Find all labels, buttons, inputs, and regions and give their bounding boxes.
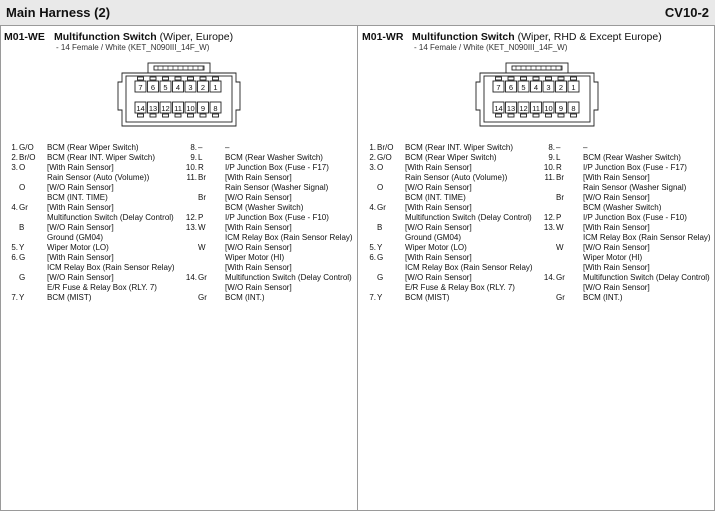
pin-row: [358, 233, 715, 243]
connector-latch: [506, 63, 568, 73]
pin-number: 6: [508, 82, 514, 92]
connector-code: M01-WR: [362, 31, 404, 43]
pin-index: 7.: [369, 293, 376, 302]
pin-number: 13: [148, 103, 158, 113]
pin-description: Ground (GM04): [47, 233, 104, 242]
wire-color: R: [556, 163, 562, 172]
pin-index: 11.: [544, 173, 555, 182]
connector-latch-slot: [512, 66, 562, 70]
wire-color: –: [556, 143, 561, 152]
pin-description: [W/O Rain Sensor]: [47, 223, 114, 232]
pin-index: 14.: [543, 273, 555, 282]
pin-description: Multifunction Switch (Delay Control): [47, 213, 174, 222]
pin-number: 14: [494, 103, 503, 113]
wire-color: G: [19, 253, 26, 262]
pin-description: –: [225, 143, 230, 152]
pin-index: 4.: [369, 203, 376, 212]
pin-index: 2.: [369, 153, 376, 162]
pin-row: [0, 233, 357, 243]
pin-index: 13.: [543, 223, 555, 232]
pin-index: 14.: [185, 273, 197, 282]
pin-description: Rain Sensor (Auto (Volume)): [47, 173, 150, 182]
pin-description: [With Rain Sensor]: [47, 203, 114, 212]
pin-row: [0, 183, 357, 193]
pin-row: [358, 153, 715, 163]
pin-row: [0, 273, 357, 283]
pin-index: 4.: [11, 203, 18, 212]
wire-color: O: [19, 183, 26, 192]
wire-color: Br: [198, 173, 206, 182]
pin-description: BCM (Rear INT. Wiper Switch): [405, 143, 514, 152]
pin-description: I/P Junction Box (Fuse - F10): [225, 213, 329, 222]
pin-description: Rain Sensor (Washer Signal): [225, 183, 329, 192]
pin-number: 3: [546, 82, 551, 92]
pin-key: [200, 114, 206, 117]
pin-row: [358, 193, 715, 203]
pin-row: [358, 283, 715, 293]
pin-description: Multifunction Switch (Delay Control): [583, 273, 710, 282]
pin-number: 7: [138, 82, 143, 92]
pin-description: I/P Junction Box (Fuse - F17): [583, 163, 687, 172]
pin-description: ICM Relay Box (Rain Sensor Relay): [583, 233, 711, 242]
pin-description: [With Rain Sensor]: [583, 223, 650, 232]
pin-description: [With Rain Sensor]: [583, 263, 650, 272]
pin-description: BCM (Rear INT. Wiper Switch): [47, 153, 156, 162]
wire-color: O: [377, 183, 384, 192]
wire-color: Y: [377, 243, 383, 252]
connector-title: [412, 31, 662, 43]
pin-description: Wiper Motor (HI): [225, 253, 285, 262]
pin-number: 4: [175, 82, 181, 92]
pin-description: I/P Junction Box (Fuse - F10): [583, 213, 687, 222]
pin-index: 1.: [11, 143, 18, 152]
pin-description: [W/O Rain Sensor]: [583, 193, 650, 202]
pin-number: 8: [213, 103, 218, 113]
pin-key: [213, 114, 219, 117]
pin-number: 1: [213, 82, 218, 92]
wire-color: Gr: [198, 293, 207, 302]
pin-description: [With Rain Sensor]: [47, 253, 114, 262]
pin-key: [175, 77, 181, 80]
pin-index: 8.: [548, 143, 555, 152]
pin-index: 9.: [190, 153, 197, 162]
pin-index: 2.: [11, 153, 18, 162]
pin-key: [150, 77, 156, 80]
pin-description: ICM Relay Box (Rain Sensor Relay): [225, 233, 353, 242]
pin-row: [0, 243, 357, 253]
pin-index: 3.: [369, 163, 376, 172]
page-code: CV10-2: [664, 5, 709, 20]
pin-number: 11: [532, 103, 540, 113]
wire-color: B: [377, 223, 383, 232]
pin-key: [521, 77, 527, 80]
pin-description: [W/O Rain Sensor]: [583, 243, 650, 252]
pin-index: 1.: [369, 143, 376, 152]
pin-description: Wiper Motor (LO): [405, 243, 467, 252]
pin-key: [558, 77, 564, 80]
pin-index: 8.: [190, 143, 197, 152]
wire-color: G: [19, 273, 26, 282]
pin-key: [546, 114, 552, 117]
pin-key: [496, 114, 502, 117]
page-title: Main Harness (2): [6, 5, 111, 20]
pin-index: 12.: [185, 213, 197, 222]
connector-name: Multifunction Switch: [412, 31, 515, 43]
wire-color: W: [198, 243, 206, 252]
connector-variant: (Wiper, Europe): [159, 31, 234, 43]
wire-color: P: [198, 213, 204, 222]
pin-row: [0, 203, 357, 213]
pin-key: [546, 77, 552, 80]
pin-description: [W/O Rain Sensor]: [405, 273, 472, 282]
pin-description: Wiper Motor (HI): [583, 253, 643, 262]
pin-description: [W/O Rain Sensor]: [47, 183, 114, 192]
wire-color: –: [198, 143, 203, 152]
pin-description: BCM (INT.): [225, 293, 265, 302]
connector-panel-wr: [358, 26, 715, 511]
pin-row: [0, 223, 357, 233]
pin-description: BCM (Washer Switch): [225, 203, 304, 212]
pin-description: BCM (Rear Wiper Switch): [47, 143, 139, 152]
pin-row: [358, 293, 715, 303]
pin-description: [W/O Rain Sensor]: [225, 243, 292, 252]
pin-description: [With Rain Sensor]: [405, 203, 472, 212]
pin-description: BCM (MIST): [405, 293, 450, 302]
wire-color: Br: [556, 193, 564, 202]
page-header: [0, 0, 715, 26]
pin-index: 7.: [11, 293, 18, 302]
wire-color: Gr: [19, 203, 28, 212]
pin-description: [W/O Rain Sensor]: [47, 273, 114, 282]
pin-row: [358, 183, 715, 193]
wire-color: B: [19, 223, 25, 232]
pin-row: [0, 263, 357, 273]
wire-color: Y: [377, 293, 383, 302]
pin-key: [175, 114, 181, 117]
wire-color: W: [556, 243, 564, 252]
pin-key: [533, 77, 539, 80]
pin-number: 7: [496, 82, 501, 92]
pin-row: [358, 173, 715, 183]
pin-row: [0, 293, 357, 303]
wire-color: Gr: [556, 293, 565, 302]
pin-row: [358, 213, 715, 223]
pin-number: 10: [186, 103, 195, 113]
wire-color: Gr: [556, 273, 565, 282]
pin-description: BCM (INT. TIME): [47, 193, 108, 202]
wire-color: L: [198, 153, 203, 162]
pin-key: [150, 114, 156, 117]
pin-key: [571, 114, 577, 117]
pin-number: 9: [200, 103, 206, 113]
wire-color: Gr: [198, 273, 207, 282]
pin-number: 14: [136, 103, 145, 113]
pin-key: [188, 114, 194, 117]
pin-key: [521, 114, 527, 117]
pin-description: ICM Relay Box (Rain Sensor Relay): [405, 263, 533, 272]
connector-panel-we: [0, 26, 357, 511]
pin-description: [W/O Rain Sensor]: [405, 183, 472, 192]
pin-key: [533, 114, 539, 117]
pin-key: [138, 114, 144, 117]
pin-description: Multifunction Switch (Delay Control): [405, 213, 532, 222]
connector-latch: [148, 63, 210, 73]
pin-row: [0, 173, 357, 183]
pin-index: 10.: [185, 163, 197, 172]
pin-row: [0, 253, 357, 263]
wire-color: G/O: [377, 153, 392, 162]
pin-description: [With Rain Sensor]: [583, 173, 650, 182]
pin-description: [W/O Rain Sensor]: [225, 283, 292, 292]
pin-key: [213, 77, 219, 80]
pin-description: BCM (INT.): [583, 293, 623, 302]
wire-color: W: [556, 223, 564, 232]
pin-row: [0, 153, 357, 163]
wire-color: Br: [556, 173, 564, 182]
pin-index: 6.: [11, 253, 18, 262]
pin-index: 10.: [543, 163, 555, 172]
pin-number: 8: [571, 103, 576, 113]
pin-description: I/P Junction Box (Fuse - F17): [225, 163, 329, 172]
pin-row: [0, 213, 357, 223]
connector-title: [54, 31, 233, 43]
pin-description: BCM (Rear Wiper Switch): [405, 153, 497, 162]
pin-number: 12: [161, 103, 170, 113]
pin-key: [496, 77, 502, 80]
pin-key: [200, 77, 206, 80]
pin-table: [358, 143, 715, 303]
pin-row: [358, 243, 715, 253]
pin-row: [358, 263, 715, 273]
wire-color: O: [19, 163, 26, 172]
pin-key: [138, 77, 144, 80]
pin-index: 3.: [11, 163, 18, 172]
pin-row: [358, 203, 715, 213]
connector-latch-slot: [154, 66, 204, 70]
connector-name: Multifunction Switch: [54, 31, 157, 43]
pin-key: [508, 114, 514, 117]
pin-index: 11.: [186, 173, 197, 182]
wire-color: R: [198, 163, 204, 172]
pin-number: 2: [200, 82, 206, 92]
pin-number: 9: [558, 103, 564, 113]
connector-diagram: [116, 62, 242, 128]
pin-row: [358, 273, 715, 283]
pin-number: 13: [506, 103, 516, 113]
connector-diagram: [474, 62, 600, 128]
wire-color: Br/O: [377, 143, 394, 152]
pin-description: [W/O Rain Sensor]: [405, 223, 472, 232]
pin-row: [358, 223, 715, 233]
pin-row: [358, 143, 715, 153]
pin-description: BCM (Washer Switch): [583, 203, 662, 212]
pin-description: [W/O Rain Sensor]: [225, 193, 292, 202]
pin-description: E/R Fuse & Relay Box (RLY. 7): [405, 283, 515, 292]
wire-color: W: [198, 223, 206, 232]
pin-description: [With Rain Sensor]: [47, 163, 114, 172]
pin-number: 3: [188, 82, 193, 92]
connector-spec: - 14 Female / White (KET_N090III_14F_W): [56, 43, 210, 52]
wire-color: G: [377, 273, 384, 282]
pin-number: 1: [571, 82, 576, 92]
wire-color: Y: [19, 243, 25, 252]
pin-number: 4: [533, 82, 539, 92]
pin-description: Rain Sensor (Washer Signal): [583, 183, 687, 192]
pin-description: E/R Fuse & Relay Box (RLY. 7): [47, 283, 157, 292]
pin-key: [163, 114, 169, 117]
connector-code: M01-WE: [4, 31, 45, 43]
wire-color: G/O: [19, 143, 34, 152]
connector-variant: (Wiper, RHD & Except Europe): [517, 31, 662, 43]
pin-row: [0, 163, 357, 173]
pin-key: [558, 114, 564, 117]
pin-key: [508, 77, 514, 80]
pin-index: 5.: [11, 243, 18, 252]
pin-number: 12: [519, 103, 528, 113]
pin-number: 5: [163, 82, 168, 92]
wire-color: P: [556, 213, 562, 222]
pin-row: [0, 193, 357, 203]
wire-color: L: [556, 153, 561, 162]
wire-color: Br: [198, 193, 206, 202]
pin-index: 6.: [369, 253, 376, 262]
pin-number: 11: [174, 103, 182, 113]
connector-spec: - 14 Female / White (KET_N090III_14F_W): [414, 43, 568, 52]
wire-color: O: [377, 163, 384, 172]
pin-key: [188, 77, 194, 80]
pin-row: [0, 143, 357, 153]
pin-index: 5.: [369, 243, 376, 252]
pin-number: 2: [558, 82, 564, 92]
pin-description: [With Rain Sensor]: [405, 163, 472, 172]
pin-description: [With Rain Sensor]: [405, 253, 472, 262]
pin-description: [With Rain Sensor]: [225, 223, 292, 232]
pin-key: [163, 77, 169, 80]
pin-number: 5: [521, 82, 526, 92]
pin-description: [With Rain Sensor]: [225, 173, 292, 182]
wire-color: Br/O: [19, 153, 36, 162]
pin-description: [With Rain Sensor]: [225, 263, 292, 272]
wire-color: G: [377, 253, 384, 262]
pin-index: 9.: [548, 153, 555, 162]
pin-description: BCM (Rear Washer Switch): [583, 153, 681, 162]
pin-key: [571, 77, 577, 80]
pin-description: BCM (INT. TIME): [405, 193, 466, 202]
pin-index: 12.: [543, 213, 555, 222]
pin-description: ICM Relay Box (Rain Sensor Relay): [47, 263, 175, 272]
pin-table: [0, 143, 357, 303]
pin-row: [358, 163, 715, 173]
pin-description: –: [583, 143, 588, 152]
pin-number: 10: [544, 103, 553, 113]
pin-description: Ground (GM04): [405, 233, 462, 242]
pin-index: 13.: [185, 223, 197, 232]
pin-description: Multifunction Switch (Delay Control): [225, 273, 352, 282]
wire-color: Y: [19, 293, 25, 302]
pin-description: Rain Sensor (Auto (Volume)): [405, 173, 508, 182]
wire-color: Gr: [377, 203, 386, 212]
pin-row: [0, 283, 357, 293]
pin-description: [W/O Rain Sensor]: [583, 283, 650, 292]
pin-description: Wiper Motor (LO): [47, 243, 109, 252]
pin-description: BCM (MIST): [47, 293, 92, 302]
pin-description: BCM (Rear Washer Switch): [225, 153, 323, 162]
pin-number: 6: [150, 82, 156, 92]
pin-row: [358, 253, 715, 263]
